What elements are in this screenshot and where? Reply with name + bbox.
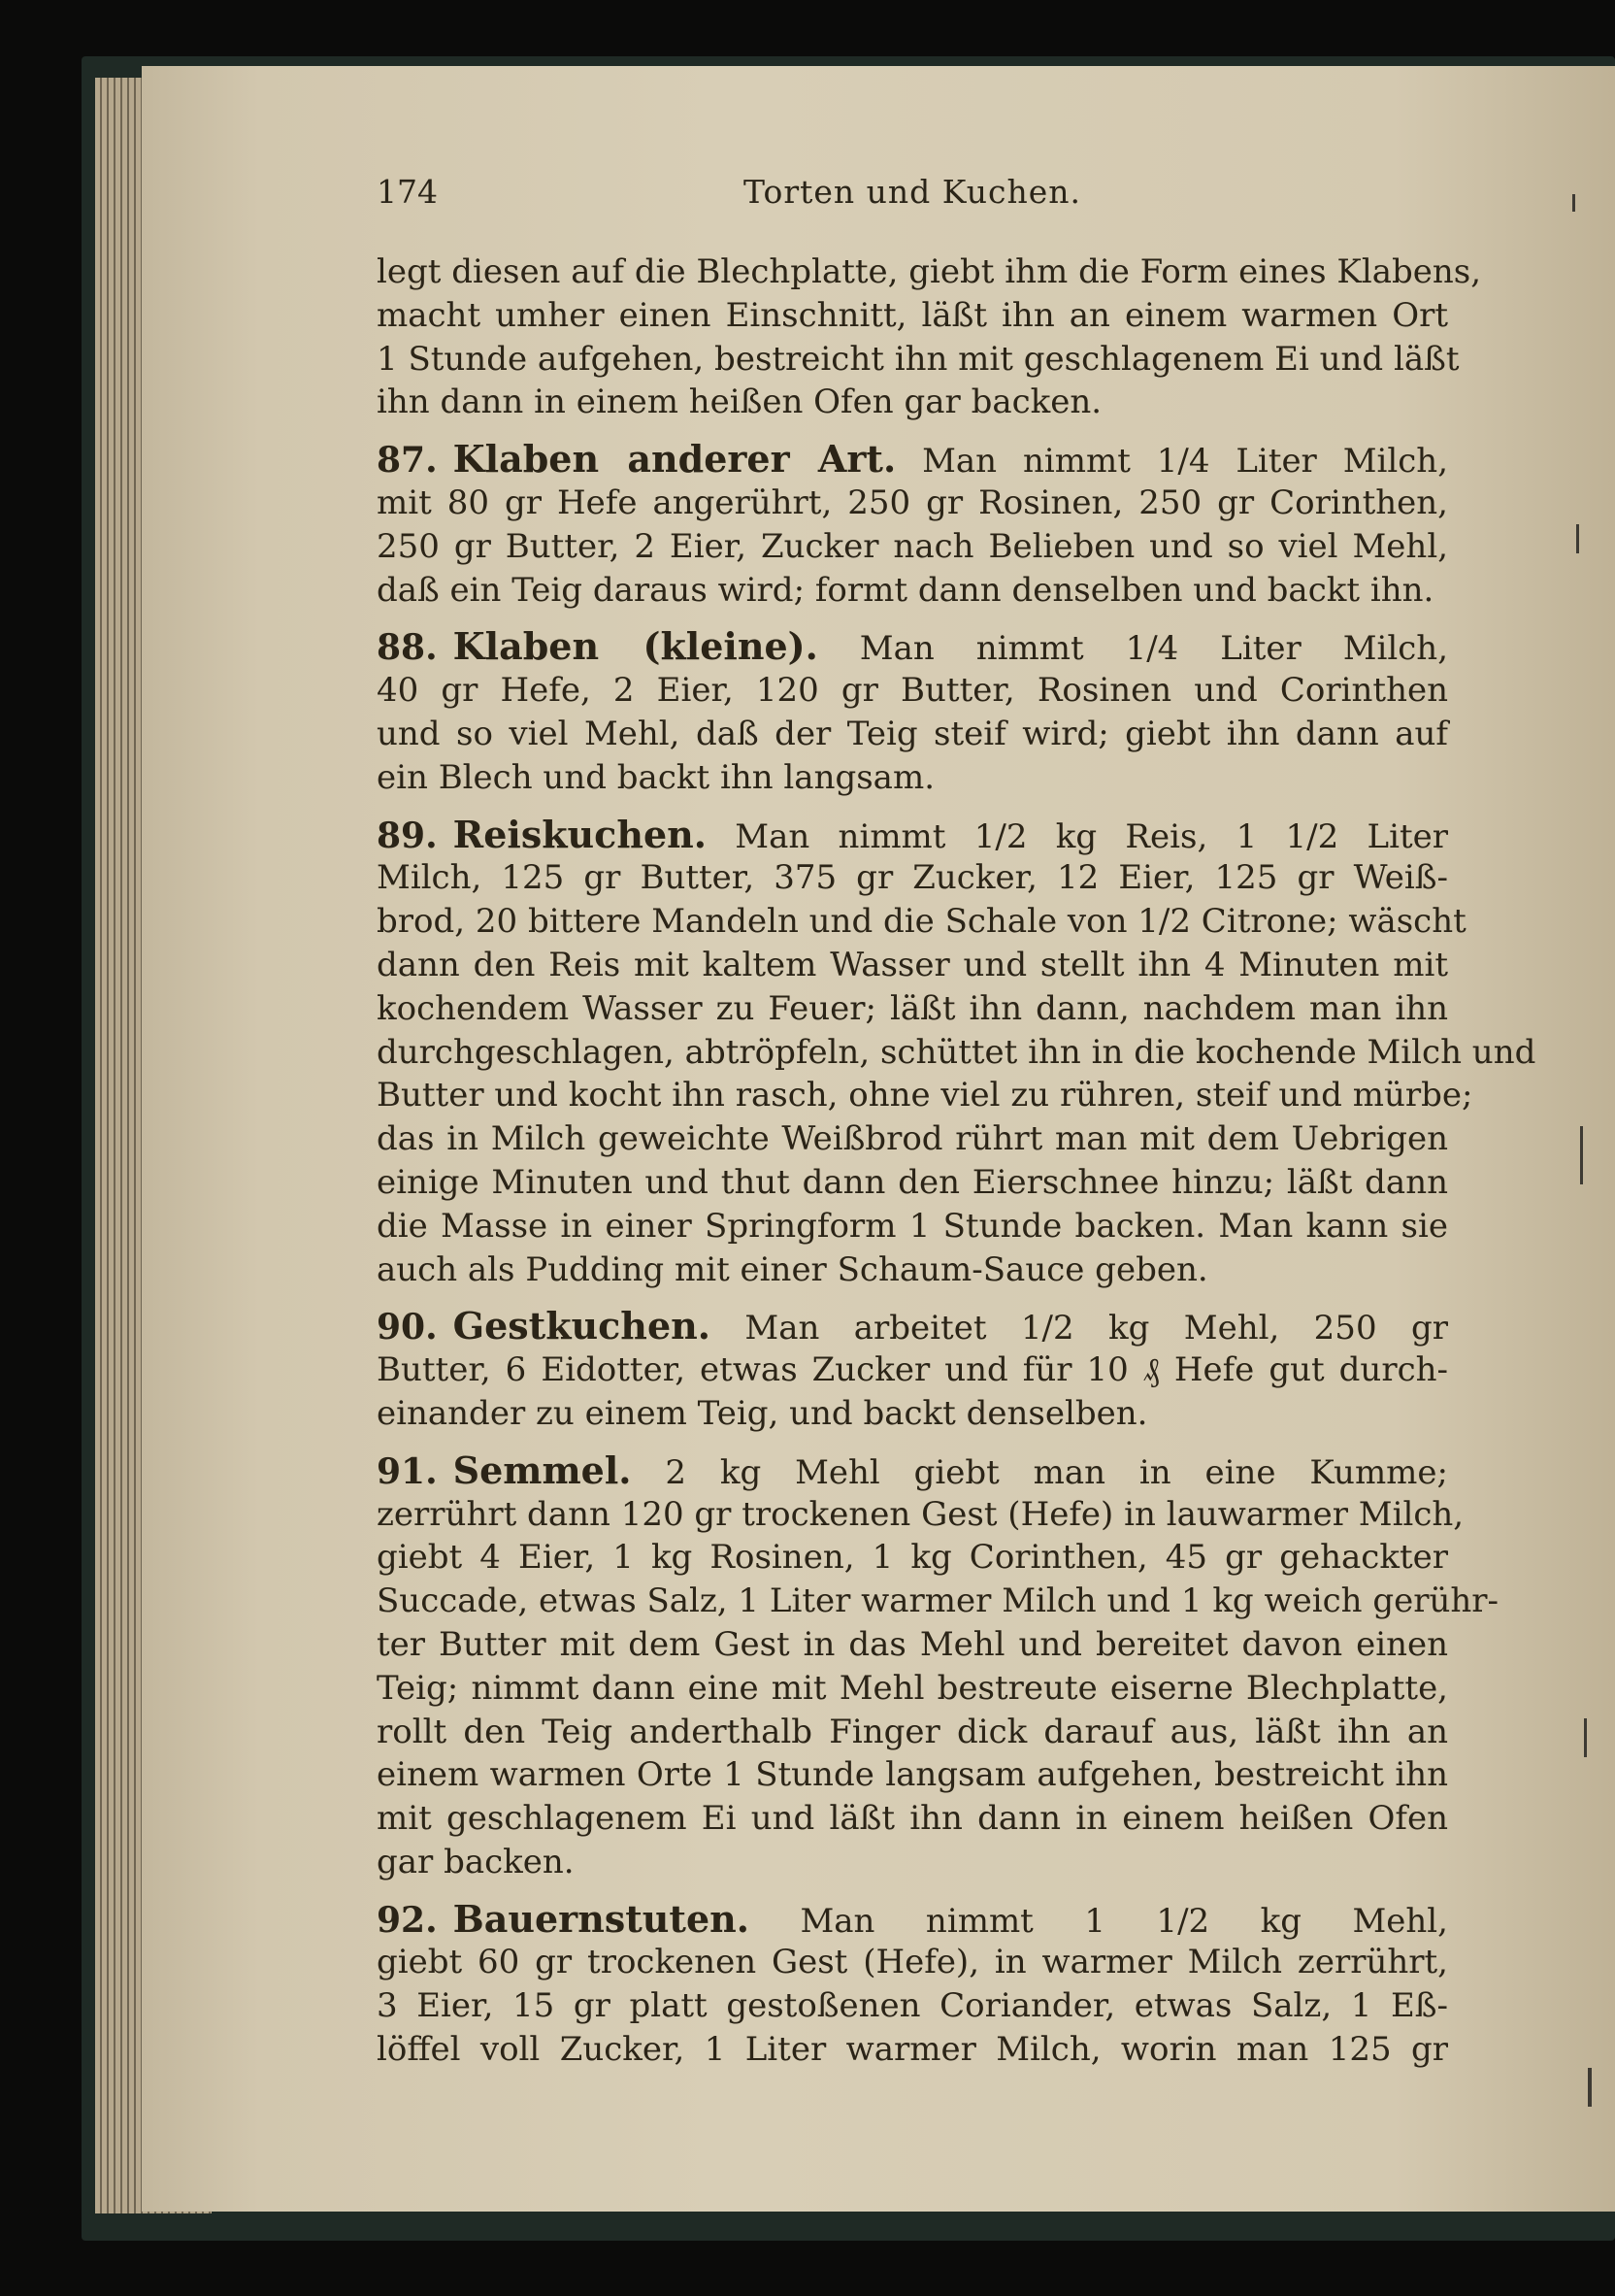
text-line (377, 1392, 1448, 1436)
recipe-number: 87. (377, 440, 438, 482)
text-line (377, 1205, 1448, 1248)
text-line (377, 1797, 1448, 1841)
text-line (377, 1117, 1448, 1161)
text-line (377, 569, 1448, 613)
margin-mark (1584, 1718, 1587, 1757)
line-text: die Masse in einer Springform 1 Stunde backen. Man kann sie (377, 1206, 1448, 1246)
line-text: 250 gr Butter, 2 Eier, Zucker nach Belieben und so viel Mehl, (377, 526, 1448, 566)
recipe-number: 90. (377, 1307, 438, 1348)
margin-mark (1572, 194, 1575, 212)
line-text: Butter, 6 Eidotter, etwas Zucker und für 10 ₰ Hefe gut durch- (377, 1350, 1448, 1390)
text-line (377, 2028, 1448, 2072)
running-head: Torten und Kuchen. (743, 173, 1081, 211)
text-line (377, 1667, 1448, 1711)
text-line (377, 987, 1448, 1031)
text-line (377, 1074, 1473, 1117)
recipe-title: Reiskuchen. (452, 812, 707, 856)
line-text: durchgeschlagen, abtröpfeln, schüttet ihn in die kochende Milch und (377, 1032, 1536, 1072)
line-text: giebt 4 Eier, 1 kg Rosinen, 1 kg Corinthen, 45 gr gehackter (377, 1538, 1448, 1578)
recipe-heading-line (377, 438, 1448, 482)
line-text: Man arbeitet 1/2 kg Mehl, 250 gr (709, 1309, 1448, 1348)
text-line (377, 1984, 1448, 2028)
line-text: Man nimmt 1/2 kg Reis, 1 1/2 Liter (706, 816, 1448, 856)
text-line (377, 1623, 1448, 1667)
text-line (377, 1941, 1448, 1984)
line-text: macht umher einen Einschnitt, läßt ihn an einem warmen Ort (377, 295, 1448, 335)
line-text: 2 kg Mehl giebt man in eine Kumme; (631, 1452, 1448, 1492)
text-line (377, 1493, 1465, 1537)
line-text: löffel voll Zucker, 1 Liter warmer Milch, worin man 125 gr (377, 2030, 1448, 2070)
recipe-heading-line (377, 814, 1448, 857)
margin-mark (1588, 2068, 1592, 2107)
text-line (377, 669, 1448, 713)
margin-mark (1580, 1126, 1583, 1184)
line-text: einem warmen Orte 1 Stunde langsam aufgehen, bestreicht ihn (377, 1755, 1448, 1795)
text-line (377, 338, 1460, 382)
line-text: 3 Eier, 15 gr platt gestoßenen Coriander, etwas Salz, 1 Eß- (377, 1986, 1448, 2026)
text-line (377, 1753, 1448, 1797)
recipe-title: Semmel. (452, 1447, 632, 1492)
recipe-title: Bauernstuten. (452, 1896, 749, 1941)
recipe-heading-line (377, 625, 1448, 669)
text-line (377, 1348, 1448, 1392)
line-text: ihn dann in einem heißen Ofen gar backen. (377, 383, 1103, 422)
text-line (377, 525, 1448, 569)
line-text: Teig; nimmt dann eine mit Mehl bestreute eiserne Blechplatte, (377, 1668, 1448, 1708)
page-header (377, 163, 1448, 221)
line-text: legt diesen auf die Blechplatte, giebt ihm die Form eines Klabens, (377, 252, 1482, 291)
recipe-title: Klaben anderer Art. (452, 437, 897, 482)
line-text: gar backen. (377, 1842, 575, 1881)
line-text: mit 80 gr Hefe angerührt, 250 gr Rosinen, 250 gr Corinthen, (377, 482, 1448, 522)
line-text: giebt 60 gr trockenen Gest (Hefe), in warmer Milch zerrührt, (377, 1943, 1448, 1982)
line-text: Man nimmt 1/4 Liter Milch, (896, 442, 1449, 482)
recipe-number: 89. (377, 815, 438, 856)
text-line (377, 1536, 1448, 1580)
line-text: 1 Stunde aufgehen, bestreicht ihn mit geschlagenem Ei und läßt (377, 339, 1460, 379)
text-line (377, 1031, 1536, 1075)
line-text: und so viel Mehl, daß der Teig steif wird; giebt ihn dann auf (377, 714, 1448, 753)
line-text: einige Minuten und thut dann den Eierschnee hinzu; läßt dann (377, 1162, 1448, 1202)
margin-mark (1576, 524, 1579, 553)
line-text: Succade, etwas Salz, 1 Liter warmer Milch und 1 kg weich gerühr- (377, 1581, 1500, 1621)
text-line (377, 1841, 1448, 1884)
recipe-heading-line (377, 1305, 1448, 1348)
line-text: mit geschlagenem Ei und läßt ihn dann in einem heißen Ofen (377, 1799, 1448, 1839)
line-text: auch als Pudding mit einer Schaum-Sauce geben. (377, 1249, 1208, 1289)
text-line (377, 381, 1448, 424)
text-line (377, 482, 1448, 525)
recipe-number: 91. (377, 1450, 438, 1492)
line-text: Man nimmt 1/4 Liter Milch, (817, 629, 1448, 669)
line-text: 40 gr Hefe, 2 Eier, 120 gr Butter, Rosinen und Corinthen (377, 671, 1448, 711)
text-line (377, 713, 1448, 756)
text-line (377, 250, 1482, 294)
text-line (377, 1580, 1500, 1623)
recipe-heading-line (377, 1898, 1448, 1942)
line-text: ter Butter mit dem Gest in das Mehl und bereitet davon einen (377, 1624, 1448, 1664)
line-text: Butter und kocht ihn rasch, ohne viel zu rühren, steif und mürbe; (377, 1076, 1473, 1115)
recipe-title: Gestkuchen. (452, 1304, 710, 1348)
recipe-text (377, 250, 1536, 2072)
line-text: einander zu einem Teig, und backt denselben. (377, 1393, 1148, 1433)
text-line (377, 944, 1448, 987)
line-text: daß ein Teig daraus wird; formt dann denselben und backt ihn. (377, 570, 1434, 610)
line-text: kochendem Wasser zu Feuer; läßt ihn dann, nachdem man ihn (377, 988, 1448, 1028)
line-text: Man nimmt 1 1/2 kg Mehl, (749, 1901, 1448, 1941)
text-line (377, 1161, 1448, 1205)
recipe-title: Klaben (kleine). (452, 624, 818, 669)
recipe-number: 92. (377, 1899, 438, 1941)
line-text: dann den Reis mit kaltem Wasser und stellt ihn 4 Minuten mit (377, 945, 1448, 984)
page-number: 174 (377, 173, 438, 211)
text-line (377, 1711, 1448, 1754)
line-text: zerrührt dann 120 gr trockenen Gest (Hefe) in lauwarmer Milch, (377, 1494, 1465, 1534)
line-text: brod, 20 bittere Mandeln und die Schale von 1/2 Citrone; wäscht (377, 902, 1467, 942)
line-text: das in Milch geweichte Weißbrod rührt man mit dem Uebrigen (377, 1119, 1448, 1159)
text-line (377, 294, 1448, 338)
text-line (377, 756, 1448, 800)
recipe-number: 88. (377, 627, 438, 669)
text-line (377, 900, 1467, 944)
line-text: Milch, 125 gr Butter, 375 gr Zucker, 12 Eier, 125 gr Weiß- (377, 858, 1448, 898)
recipe-heading-line (377, 1449, 1448, 1493)
line-text: ein Blech und backt ihn langsam. (377, 757, 935, 797)
line-text: rollt den Teig anderthalb Finger dick darauf aus, läßt ihn an (377, 1712, 1448, 1751)
text-line (377, 856, 1448, 900)
text-line (377, 1248, 1448, 1292)
